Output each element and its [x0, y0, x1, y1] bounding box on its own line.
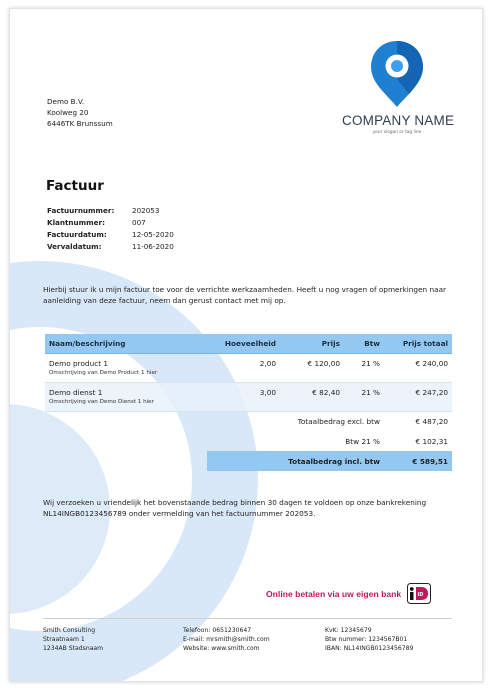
- meta-row-invoice-date: [47, 229, 174, 241]
- sender-city: 6446TK Brunssum: [47, 118, 113, 128]
- location-pin-logo-icon: [369, 39, 425, 109]
- item-price: € 120,00: [280, 353, 344, 382]
- online-payment-text[interactable]: Online betalen via uw eigen bank: [266, 588, 402, 599]
- sender-street: Koolweg 20: [47, 107, 89, 117]
- item-vat: 21 %: [344, 353, 384, 382]
- meta-label: Vervaldatum:: [47, 241, 102, 251]
- footer-divider: [43, 618, 452, 619]
- meta-label: Factuurdatum:: [47, 229, 107, 239]
- subtotal-label: Totaalbedrag excl. btw: [297, 416, 380, 426]
- invoice-title: Factuur: [46, 178, 104, 194]
- item-name: Demo dienst 1: [49, 387, 103, 397]
- meta-row-customer-number: [47, 217, 174, 229]
- footer-registration-column: [325, 626, 452, 654]
- footer-contact-column: [183, 626, 325, 654]
- footer-line: IBAN: NL14INGB0123456789: [325, 645, 414, 653]
- ideal-logo-icon[interactable]: [407, 583, 431, 604]
- meta-row-due-date: [47, 240, 174, 252]
- item-total: € 247,20: [384, 382, 452, 411]
- item-quantity: 2,00: [207, 353, 280, 382]
- footer-line: Telefoon: 0651230647: [183, 627, 252, 634]
- grand-total-row: [45, 451, 452, 471]
- item-name: Demo product 1: [49, 358, 109, 368]
- meta-value: 11-06-2020: [132, 241, 174, 251]
- column-header: Prijs totaal: [384, 334, 452, 353]
- intro-text: Hierbij stuur ik u mijn factuur toe voor de verrichte werkzaamheden. Heeft u nog vragen of opmerkingen naar aanleiding van deze factuur, neem dan gerust contact met mij op.: [43, 285, 447, 306]
- meta-label: Klantnummer:: [47, 218, 105, 228]
- sender-address: [47, 97, 113, 129]
- footer-line: Smith Consulting: [43, 627, 96, 634]
- item-description: Omschrijving van Demo Dienst 1 hier: [49, 398, 154, 405]
- vat-label: Btw 21 %: [345, 436, 380, 446]
- meta-row-invoice-number: [47, 205, 174, 217]
- footer-line: 1234AB Stadsnaam: [43, 645, 104, 653]
- table-row: [45, 353, 452, 382]
- grand-total-value: € 589,51: [384, 451, 452, 471]
- invoice-meta: [47, 205, 174, 252]
- table-header-row: [45, 334, 452, 353]
- column-header: Prijs: [280, 334, 344, 353]
- column-header: Btw: [344, 334, 384, 353]
- item-total: € 240,00: [384, 353, 452, 382]
- company-name: COMPANY NAME: [342, 113, 455, 128]
- payment-instructions: Wij verzoeken u vriendelijk het bovenstaande bedrag binnen 30 dagen te voldoen op onze bankrekening NL14INGB0123456789 onder vermelding van het factuurnummer 202053.: [43, 498, 427, 519]
- vat-row: [45, 431, 452, 451]
- meta-value: 007: [132, 218, 146, 228]
- company-logo: [342, 39, 455, 135]
- footer-line: Btw nummer: 1234567B01: [325, 636, 408, 644]
- footer-line: KvK: 12345679: [325, 627, 372, 634]
- grand-total-label: Totaalbedrag incl. btw: [207, 451, 384, 471]
- vat-value: € 102,31: [415, 436, 448, 446]
- subtotal-value: € 487,20: [415, 416, 448, 426]
- item-vat: 21 %: [344, 382, 384, 411]
- item-price: € 82,40: [280, 382, 344, 411]
- invoice-items-table: [45, 334, 452, 471]
- meta-value: 202053: [132, 206, 160, 216]
- item-description: Omschrijving van Demo Product 1 hier: [49, 369, 158, 376]
- column-header: Hoeveelheid: [207, 334, 280, 353]
- company-slogan: your slogan or tag line: [372, 130, 422, 135]
- invoice-page: [9, 8, 483, 682]
- footer: [43, 626, 452, 654]
- column-header: Naam/beschrijving: [45, 334, 207, 353]
- table-row: [45, 382, 452, 411]
- subtotal-row: [45, 411, 452, 431]
- meta-value: 12-05-2020: [132, 229, 174, 239]
- item-quantity: 3,00: [207, 382, 280, 411]
- sender-name: Demo B.V.: [47, 97, 85, 106]
- meta-label: Factuurnummer:: [47, 206, 115, 216]
- footer-line: Straatnaam 1: [43, 636, 85, 644]
- footer-line: E-mail: mrsmith@smith.com: [183, 636, 270, 644]
- svg-text:iD: iD: [417, 592, 424, 598]
- online-payment-link[interactable]: [266, 583, 431, 604]
- footer-company-column: [43, 626, 183, 654]
- footer-line: Website: www.smith.com: [183, 645, 260, 653]
